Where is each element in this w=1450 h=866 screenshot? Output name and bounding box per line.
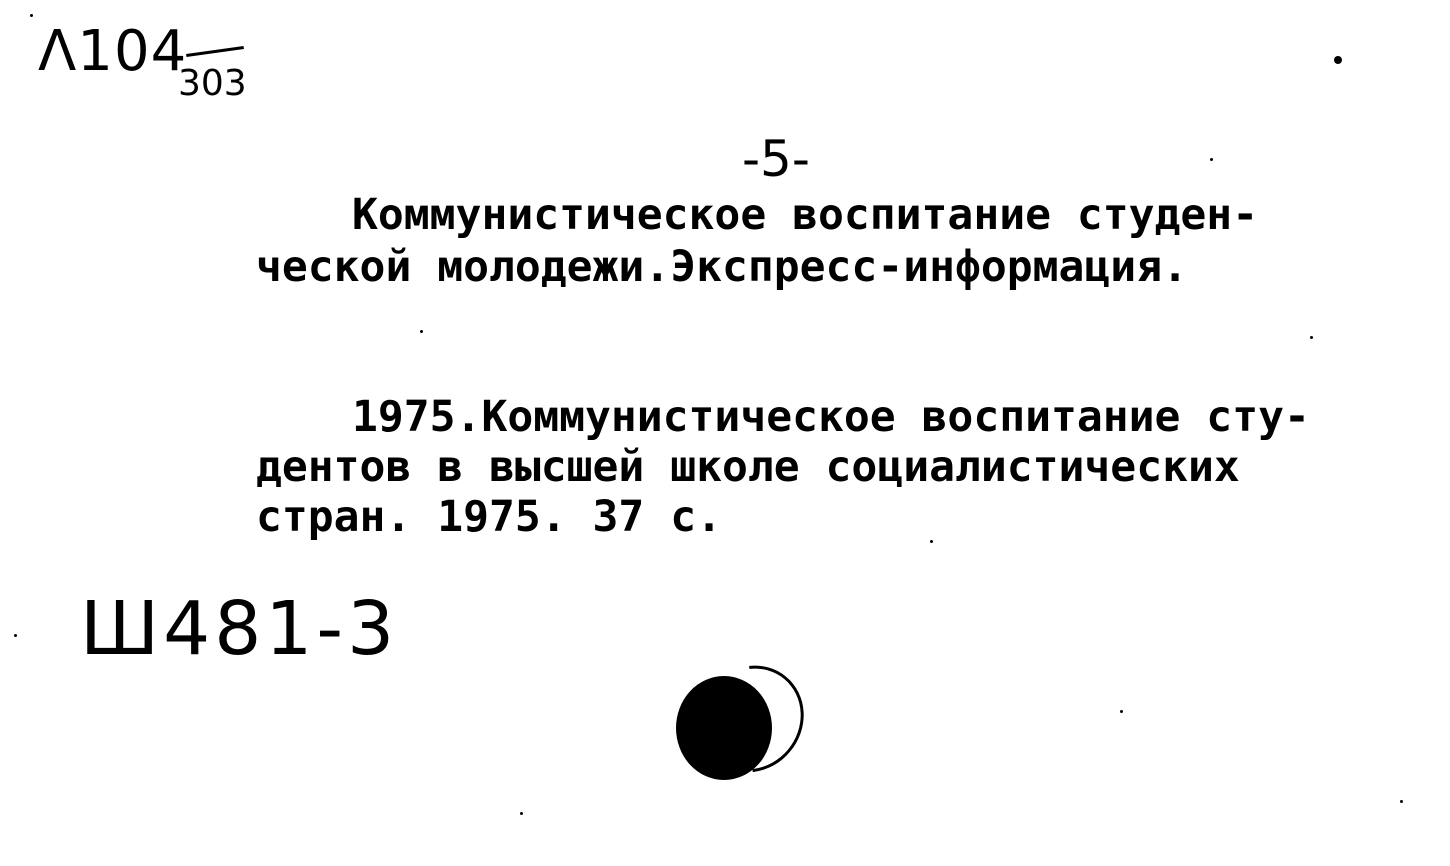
scan-speck — [1210, 158, 1213, 161]
page-number: -5- — [742, 130, 810, 188]
entry-line-2: дентов в высшей школе социалистических — [256, 442, 1240, 492]
scan-speck — [930, 540, 933, 543]
heading-line-1: Коммунистическое воспитание студен- — [352, 190, 1259, 240]
shelf-mark-sub: 303 — [178, 63, 247, 104]
call-number: Ш481-3 — [80, 586, 399, 672]
shelf-mark: Λ104 — [38, 19, 188, 84]
scan-speck — [30, 14, 33, 17]
shelf-mark-overline — [186, 46, 244, 57]
heading-line-2: ческой молодежи.Экспресс-информация. — [256, 242, 1188, 292]
entry-line-1: 1975.Коммунистическое воспитание сту- — [352, 392, 1310, 442]
scan-speck — [14, 634, 17, 637]
scan-speck — [420, 330, 423, 333]
scan-speck — [520, 812, 523, 815]
scan-speck — [1310, 336, 1313, 339]
punch-hole — [676, 676, 772, 780]
scan-speck — [1400, 800, 1403, 803]
entry-line-3: стран. 1975. 37 с. — [256, 492, 722, 542]
scan-speck — [1334, 56, 1342, 64]
scan-speck — [1120, 710, 1123, 713]
